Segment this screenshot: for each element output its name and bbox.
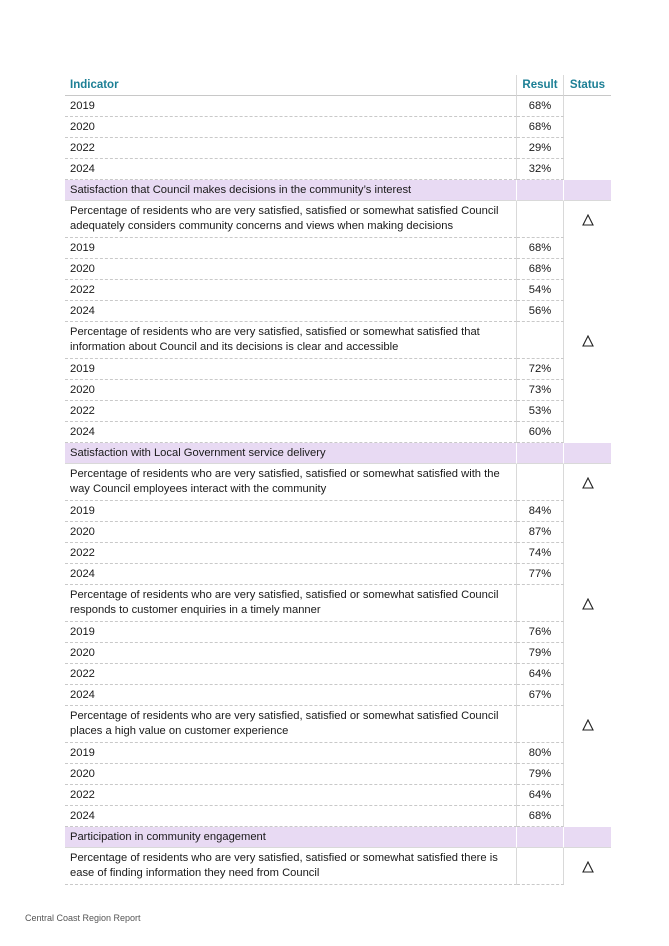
year-row-label: 2019: [65, 96, 517, 117]
year-row-label: 2024: [65, 564, 517, 585]
year-row-status: [564, 543, 611, 564]
year-row-label: 2022: [65, 280, 517, 301]
year-row-status: [564, 622, 611, 643]
year-row-label: 2019: [65, 622, 517, 643]
triangle-icon: [582, 598, 594, 610]
year-row-result: 54%: [517, 280, 564, 301]
year-row-result: 74%: [517, 543, 564, 564]
year-row-status: [564, 743, 611, 764]
indicator-row-result: [517, 464, 564, 501]
indicator-row-label: Percentage of residents who are very satisfied, satisfied or somewhat satisfied Council responds to customer enquiries in a timely manner: [65, 585, 517, 622]
year-row-label: 2020: [65, 764, 517, 785]
year-row-status: [564, 643, 611, 664]
year-row-label: 2022: [65, 664, 517, 685]
year-row-status: [564, 280, 611, 301]
year-row-status: [564, 685, 611, 706]
indicator-row-result: [517, 848, 564, 885]
year-row-status: [564, 806, 611, 827]
year-row-status: [564, 380, 611, 401]
indicator-row-label: Percentage of residents who are very satisfied, satisfied or somewhat satisfied Council places a high value on customer experience: [65, 706, 517, 743]
year-row-result: 68%: [517, 238, 564, 259]
year-row-status: [564, 359, 611, 380]
year-row-status: [564, 301, 611, 322]
year-row-result: 29%: [517, 138, 564, 159]
year-row-status: [564, 501, 611, 522]
triangle-icon: [582, 477, 594, 489]
indicator-row-result: [517, 201, 564, 238]
indicator-row-label: Percentage of residents who are very satisfied, satisfied or somewhat satisfied there is ease of finding information they need from Council: [65, 848, 517, 885]
year-row-label: 2024: [65, 422, 517, 443]
year-row-result: 64%: [517, 664, 564, 685]
triangle-icon: [582, 861, 594, 873]
indicator-row-label: Percentage of residents who are very satisfied, satisfied or somewhat satisfied that information about Council and its decisions is clear and accessible: [65, 322, 517, 359]
indicator-row-result: [517, 322, 564, 359]
year-row-result: 76%: [517, 622, 564, 643]
section-row-status: [564, 443, 611, 464]
indicator-row-label: Percentage of residents who are very satisfied, satisfied or somewhat satisfied with the way Council employees interact with the community: [65, 464, 517, 501]
year-row-status: [564, 138, 611, 159]
section-row-status: [564, 180, 611, 201]
indicator-row-status: [564, 464, 611, 501]
year-row-result: 68%: [517, 259, 564, 280]
year-row-label: 2024: [65, 806, 517, 827]
indicator-row-status: [564, 585, 611, 622]
year-row-result: 79%: [517, 643, 564, 664]
year-row-status: [564, 238, 611, 259]
year-row-label: 2019: [65, 743, 517, 764]
section-row-result: [517, 180, 564, 201]
triangle-icon: [582, 335, 594, 347]
indicator-row-status: [564, 706, 611, 743]
year-row-label: 2022: [65, 785, 517, 806]
year-row-status: [564, 785, 611, 806]
year-row-result: 87%: [517, 522, 564, 543]
year-row-label: 2019: [65, 501, 517, 522]
year-row-result: 80%: [517, 743, 564, 764]
year-row-status: [564, 159, 611, 180]
indicator-row-status: [564, 322, 611, 359]
indicator-row-label: Percentage of residents who are very satisfied, satisfied or somewhat satisfied Council adequately considers community concerns and views when making decisions: [65, 201, 517, 238]
year-row-label: 2022: [65, 401, 517, 422]
year-row-result: 84%: [517, 501, 564, 522]
year-row-result: 73%: [517, 380, 564, 401]
header-result: Result: [517, 75, 564, 96]
year-row-status: [564, 96, 611, 117]
year-row-label: 2024: [65, 159, 517, 180]
year-row-label: 2024: [65, 685, 517, 706]
section-row-label: Participation in community engagement: [65, 827, 517, 848]
year-row-label: 2020: [65, 117, 517, 138]
header-status: Status: [564, 75, 611, 96]
indicator-row-status: [564, 848, 611, 885]
year-row-result: 77%: [517, 564, 564, 585]
triangle-icon: [582, 214, 594, 226]
page-footer: Central Coast Region Report: [25, 913, 141, 923]
header-indicator: Indicator: [65, 75, 517, 96]
year-row-status: [564, 259, 611, 280]
year-row-label: 2019: [65, 359, 517, 380]
year-row-label: 2020: [65, 522, 517, 543]
year-row-result: 68%: [517, 806, 564, 827]
section-row-label: Satisfaction with Local Government service delivery: [65, 443, 517, 464]
section-row-status: [564, 827, 611, 848]
indicator-row-status: [564, 201, 611, 238]
year-row-result: 32%: [517, 159, 564, 180]
year-row-status: [564, 764, 611, 785]
year-row-status: [564, 422, 611, 443]
year-row-status: [564, 564, 611, 585]
year-row-label: 2019: [65, 238, 517, 259]
section-row-result: [517, 443, 564, 464]
year-row-result: 68%: [517, 96, 564, 117]
year-row-status: [564, 117, 611, 138]
indicator-row-result: [517, 706, 564, 743]
year-row-result: 68%: [517, 117, 564, 138]
year-row-label: 2020: [65, 259, 517, 280]
year-row-label: 2022: [65, 543, 517, 564]
year-row-label: 2022: [65, 138, 517, 159]
year-row-result: 79%: [517, 764, 564, 785]
year-row-result: 53%: [517, 401, 564, 422]
year-row-result: 60%: [517, 422, 564, 443]
year-row-label: 2020: [65, 380, 517, 401]
year-row-result: 56%: [517, 301, 564, 322]
year-row-status: [564, 664, 611, 685]
year-row-result: 72%: [517, 359, 564, 380]
indicator-row-result: [517, 585, 564, 622]
year-row-status: [564, 522, 611, 543]
year-row-label: 2020: [65, 643, 517, 664]
year-row-result: 67%: [517, 685, 564, 706]
indicator-table: [65, 75, 611, 885]
triangle-icon: [582, 719, 594, 731]
year-row-result: 64%: [517, 785, 564, 806]
year-row-label: 2024: [65, 301, 517, 322]
year-row-status: [564, 401, 611, 422]
section-row-result: [517, 827, 564, 848]
section-row-label: Satisfaction that Council makes decisions in the community’s interest: [65, 180, 517, 201]
